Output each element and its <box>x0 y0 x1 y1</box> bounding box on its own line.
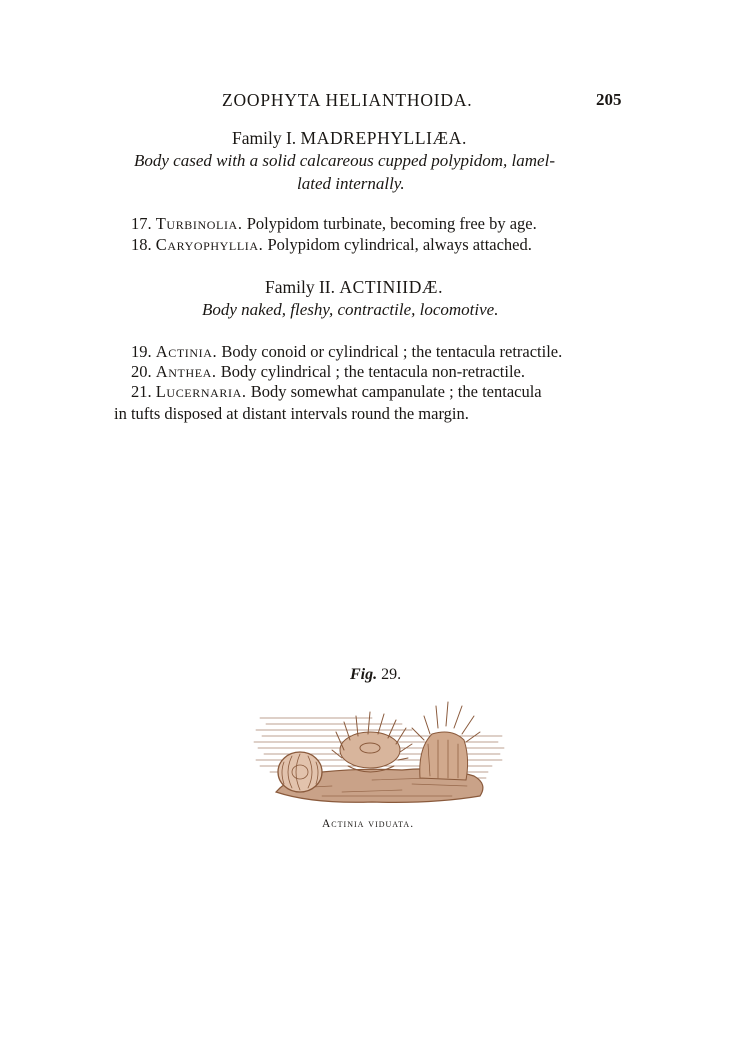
entry-19 <box>131 342 562 362</box>
entry-number: 18. <box>131 235 152 254</box>
figure-caption: Actinia viduata. <box>322 818 415 830</box>
family-1-heading <box>232 128 467 149</box>
genus-name: Anthea. <box>155 362 217 381</box>
family-2-description: Body naked, fleshy, contractile, locomotive. <box>202 300 499 319</box>
entry-text: Polypidom cylindrical, always attached. <box>267 235 532 254</box>
family-2-label: Family II. <box>265 277 335 297</box>
family-1-description-line-2: lated internally. <box>297 174 405 193</box>
genus-name: Actinia. <box>155 342 218 361</box>
entry-20 <box>131 362 525 382</box>
page-number: 205 <box>596 90 622 109</box>
entry-21 <box>131 382 542 402</box>
family-1-description-line-1: Body cased with a solid calcareous cupped polypidom, lamel- <box>134 151 555 170</box>
entry-17 <box>131 214 537 234</box>
entry-text: Body somewhat campanulate ; the tentacula <box>250 382 542 401</box>
closed-anemone <box>278 752 322 792</box>
running-head: ZOOPHYTA HELIANTHOIDA. <box>222 90 473 110</box>
entry-text: Body conoid or cylindrical ; the tentacula retractile. <box>221 342 563 361</box>
entry-number: 21. <box>131 382 152 401</box>
figure-label-word: Fig. <box>350 666 378 683</box>
genus-name: Turbinolia. <box>155 214 243 233</box>
entry-number: 19. <box>131 342 152 361</box>
genus-name: Caryophyllia. <box>155 235 264 254</box>
family-2-heading <box>265 277 443 298</box>
genus-name: Lucernaria. <box>155 382 247 401</box>
figure-label <box>350 666 401 684</box>
entry-21-continuation: in tufts disposed at distant intervals round the margin. <box>114 404 469 423</box>
sea-anemone-engraving <box>252 688 508 814</box>
entry-number: 17. <box>131 214 152 233</box>
family-1-label: Family I. <box>232 128 297 148</box>
figure-label-number: 29. <box>381 666 402 683</box>
entry-text: Body cylindrical ; the tentacula non-retractile. <box>220 362 525 381</box>
family-2-name: ACTINIIDÆ. <box>339 277 444 297</box>
open-anemone-right <box>412 702 480 780</box>
entry-18 <box>131 235 532 255</box>
entry-text: Polypidom turbinate, becoming free by age. <box>246 214 537 233</box>
entry-number: 20. <box>131 362 152 381</box>
family-1-name: MADREPHYLLIÆA. <box>300 128 467 148</box>
